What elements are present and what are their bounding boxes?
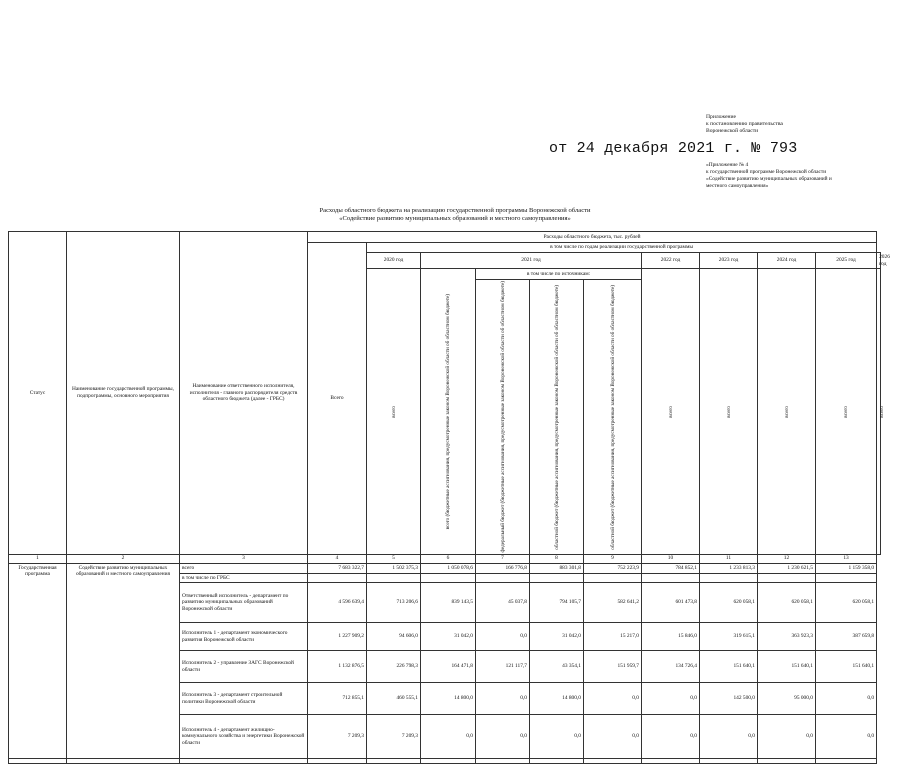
executor-cell: в том числе по ГРБС (180, 573, 308, 583)
continuation-cell (642, 759, 700, 764)
header-2025-total (816, 269, 877, 555)
continuation-cell (476, 759, 530, 764)
ref-line-3: «Содействие развитию муниципальных образований и (706, 176, 832, 182)
value-cell: 0,0 (421, 715, 476, 759)
value-cell: 31 042,0 (421, 623, 476, 651)
header-2026-total-text: всего (879, 405, 886, 418)
program-cell: Содействие развитию муниципальных образований и местного самоуправления (67, 563, 180, 759)
continuation-cell (816, 759, 877, 764)
appendix-note (706, 114, 891, 136)
col-number: 10 (642, 554, 700, 563)
appendix-line-1: Приложение (706, 114, 737, 120)
value-cell: 166 776,8 (476, 563, 530, 573)
col-number: 11 (700, 554, 758, 563)
value-cell: 226 798,3 (367, 651, 421, 683)
value-cell: 387 659,8 (816, 623, 877, 651)
value-cell (476, 573, 530, 583)
value-cell: 1 230 621,5 (758, 563, 816, 573)
value-cell: 784 852,1 (642, 563, 700, 573)
col-number: 12 (758, 554, 816, 563)
value-cell: 0,0 (476, 715, 530, 759)
value-cell: 31 042,0 (530, 623, 584, 651)
header-2024: 2024 год (758, 253, 816, 269)
value-cell: 94 606,0 (367, 623, 421, 651)
col-number: 1 (9, 554, 67, 563)
col-number: 8 (530, 554, 584, 563)
value-cell: 0,0 (476, 683, 530, 715)
header-2021: 2021 год (421, 253, 642, 269)
value-cell: 0,0 (758, 715, 816, 759)
value-cell: 712 855,1 (308, 683, 367, 715)
col-number: 4 (308, 554, 367, 563)
header-by-sources: в том числе по источникам: (476, 269, 642, 280)
column-number-row (9, 554, 881, 563)
continuation-cell (180, 759, 308, 764)
table-continuation-row (9, 759, 881, 764)
value-cell: 601 473,8 (642, 583, 700, 623)
value-cell: 134 726,4 (642, 651, 700, 683)
value-cell: 1 159 358,0 (816, 563, 877, 573)
table-row (9, 563, 881, 573)
header-status: Статус (9, 232, 67, 555)
executor-cell: Исполнитель 4 - департамент жилищно-коммунального хозяйства и энергетики Воронежской области (180, 715, 308, 759)
header-2022-total (642, 269, 700, 555)
value-cell (367, 573, 421, 583)
appendix-line-3: Воронежской области (706, 128, 759, 135)
value-cell: 0,0 (816, 683, 877, 715)
value-cell: 794 105,7 (530, 583, 584, 623)
value-cell: 713 206,6 (367, 583, 421, 623)
header-2025: 2025 год (816, 253, 877, 269)
col-number: 7 (476, 554, 530, 563)
appendix-line-2: к постановлению правительства (706, 121, 783, 128)
value-cell: 14 800,0 (421, 683, 476, 715)
expenses-table (8, 231, 890, 764)
value-cell: 1 502 375,3 (367, 563, 421, 573)
header-2020: 2020 год (367, 253, 421, 269)
col-number: 13 (816, 554, 877, 563)
header-2023-total-text: всего (725, 405, 732, 418)
header-total: Всего (308, 243, 367, 555)
header-2021-alloc (421, 269, 476, 555)
reference-note (706, 162, 886, 190)
header-2023-total (700, 269, 758, 555)
continuation-cell (758, 759, 816, 764)
value-cell: 151 640,1 (816, 651, 877, 683)
header-2025-total-text: всего (843, 405, 850, 418)
ref-line-4: местного самоуправления» (706, 183, 769, 189)
continuation-cell (308, 759, 367, 764)
value-cell: 0,0 (530, 715, 584, 759)
value-cell (642, 573, 700, 583)
header-2024-total-text: всего (783, 405, 790, 418)
value-cell: 460 555,1 (367, 683, 421, 715)
continuation-cell (67, 759, 180, 764)
header-2020-total (367, 269, 421, 555)
value-cell: 1 050 078,6 (421, 563, 476, 573)
col-number: 3 (180, 554, 308, 563)
value-cell: 121 117,7 (476, 651, 530, 683)
title-line-1: Расходы областного бюджета на реализацию государственной программы Воронежской области (319, 207, 591, 214)
document-title (230, 207, 680, 224)
value-cell: 582 641,2 (584, 583, 642, 623)
title-line-2: «Содействие развитию муниципальных образований и местного самоуправления» (339, 215, 571, 223)
value-cell: 883 301,8 (530, 563, 584, 573)
value-cell: 4 596 639,4 (308, 583, 367, 623)
value-cell (584, 573, 642, 583)
ref-line-1: «Приложение № 4 (706, 162, 749, 168)
value-cell: 0,0 (476, 623, 530, 651)
ref-line-2: к государственной программе Воронежской области (706, 169, 827, 175)
value-cell: 319 615,1 (700, 623, 758, 651)
header-2021-federal (476, 280, 530, 555)
value-cell: 151 640,1 (700, 651, 758, 683)
header-by-years: в том числе по годам реализации государственной программы (367, 243, 877, 253)
header-2023: 2023 год (700, 253, 758, 269)
value-cell: 363 923,3 (758, 623, 816, 651)
continuation-cell (9, 759, 67, 764)
header-2021-regional-alloc-text: областной бюджет (бюджетные ассигнования, предусмотренные законом Воронежской области об областном бюджете) (609, 284, 616, 550)
value-cell: 43 354,1 (530, 651, 584, 683)
continuation-cell (584, 759, 642, 764)
value-cell: 1 227 909,2 (308, 623, 367, 651)
header-2021-regional (530, 280, 584, 555)
continuation-cell (421, 759, 476, 764)
col-number: 2 (67, 554, 180, 563)
col-number: 6 (421, 554, 476, 563)
value-cell: 839 143,5 (421, 583, 476, 623)
value-cell (421, 573, 476, 583)
status-cell: Государственная программа (9, 563, 67, 759)
value-cell: 151 959,7 (584, 651, 642, 683)
value-cell (530, 573, 584, 583)
header-2022-total-text: всего (667, 405, 674, 418)
value-cell: 752 223,9 (584, 563, 642, 573)
header-2021-federal-text: федеральный бюджет (бюджетные ассигнования, предусмотренные законом Воронежской области об областном бюджете) (499, 281, 506, 553)
value-cell (700, 573, 758, 583)
value-cell: 620 058,1 (700, 583, 758, 623)
value-cell: 14 800,0 (530, 683, 584, 715)
value-cell: 0,0 (700, 715, 758, 759)
header-2021-alloc-text: всего (бюджетные ассигнования, предусмотренные законом Воронежской области об областном бюджете) (445, 293, 451, 530)
header-expenses: Расходы областного бюджета, тыс. рублей (308, 232, 877, 243)
value-cell: 0,0 (584, 683, 642, 715)
value-cell: 151 640,1 (758, 651, 816, 683)
header-executor: Наименование ответственного исполнителя, исполнителя - главного распорядителя средств областного бюджета (далее - ГРБС) (180, 232, 308, 555)
executor-cell: Ответственный исполнитель - департамент по развитию муниципальных образований Воронежской области (180, 583, 308, 623)
header-2020-total-text: всего (390, 405, 397, 418)
date-stamp: от 24 декабря 2021 г. № 793 (549, 140, 798, 157)
value-cell: 7 209,3 (308, 715, 367, 759)
executor-cell: Исполнитель 3 - департамент строительной политики Воронежской области (180, 683, 308, 715)
executor-cell: Исполнитель 2 - управление ЗАГС Воронежской области (180, 651, 308, 683)
header-2026: 2026 год (877, 253, 881, 269)
header-2026-total (877, 269, 886, 555)
continuation-cell (700, 759, 758, 764)
value-cell: 45 037,8 (476, 583, 530, 623)
header-2022: 2022 год (642, 253, 700, 269)
header-name: Наименование государственной программы, подпрограммы, основного мероприятия (67, 232, 180, 555)
continuation-cell (367, 759, 421, 764)
col-number: 5 (367, 554, 421, 563)
value-cell (816, 573, 877, 583)
col-number: 9 (584, 554, 642, 563)
value-cell: 0,0 (642, 683, 700, 715)
value-cell: 7 209,3 (367, 715, 421, 759)
value-cell (308, 573, 367, 583)
value-cell: 7 683 322,7 (308, 563, 367, 573)
value-cell: 95 000,0 (758, 683, 816, 715)
header-2021-regional-alloc (584, 280, 642, 555)
value-cell (758, 573, 816, 583)
value-cell: 620 058,1 (758, 583, 816, 623)
value-cell: 620 058,1 (816, 583, 877, 623)
value-cell: 142 500,0 (700, 683, 758, 715)
executor-cell: всего (180, 563, 308, 573)
executor-cell: Исполнитель 1 - департамент экономического развития Воронежской области (180, 623, 308, 651)
continuation-cell (530, 759, 584, 764)
value-cell: 15 846,0 (642, 623, 700, 651)
value-cell: 0,0 (816, 715, 877, 759)
value-cell: 1 233 813,3 (700, 563, 758, 573)
header-2024-total (758, 269, 816, 555)
value-cell: 1 132 876,5 (308, 651, 367, 683)
header-2021-regional-text: областной бюджет (бюджетные ассигнования, предусмотренные законом Воронежской области об областном бюджете) (553, 284, 560, 550)
value-cell: 0,0 (584, 715, 642, 759)
value-cell: 164 471,8 (421, 651, 476, 683)
value-cell: 0,0 (642, 715, 700, 759)
value-cell: 15 217,0 (584, 623, 642, 651)
